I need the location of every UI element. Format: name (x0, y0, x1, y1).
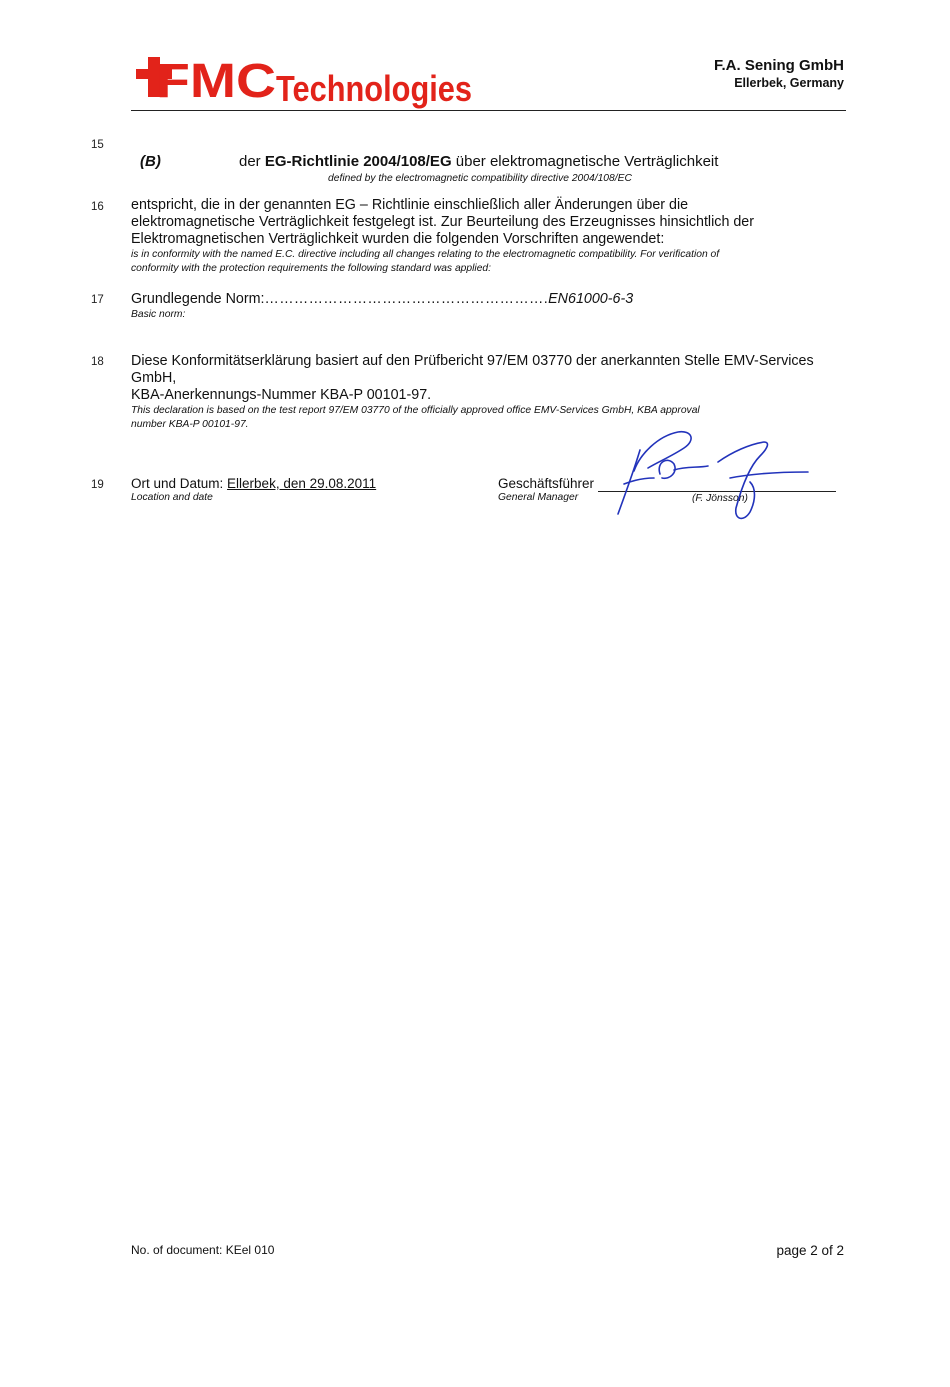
section-b-title (239, 153, 718, 170)
para18-en-line-1: This declaration is based on the test report 97/EM 03770 of the officially approved office EMV-Services GmbH, KBA approval (131, 405, 700, 416)
handwritten-signature (600, 426, 815, 532)
title-prefix: der (239, 153, 265, 170)
paragraph-16 (131, 197, 843, 276)
para16-de-line-3: Elektromagnetischen Verträglichkeit wurden die folgenden Vorschriften angewendet: (131, 231, 665, 247)
logo-fmc-text: FMC (156, 55, 276, 108)
basic-norm-value: EN61000-6-3 (548, 291, 634, 307)
logo-technologies-text: Technologies (276, 68, 472, 109)
para16-en-line-2: conformity with the protection requirements the following standard was applied: (131, 263, 492, 274)
basic-norm-en: Basic norm: (131, 309, 186, 320)
header-divider (131, 110, 846, 111)
place-date-line (131, 476, 376, 491)
paragraph-number-15: 15 (91, 139, 104, 151)
paragraph-17 (131, 291, 843, 322)
para18-de-line-1: Diese Konformitätserklärung basiert auf den Prüfbericht 97/EM 03770 der anerkannten Stelle EMV-Services GmbH, (131, 353, 814, 386)
place-date-en: Location and date (131, 492, 213, 503)
basic-norm-label: Grundlegende Norm: (131, 291, 265, 307)
manager-name: (F. Jönsson) (692, 493, 748, 504)
para16-en-line-1: is in conformity with the named E.C. directive including all changes relating to the electromagnetic compatibility. For verification of (131, 249, 720, 260)
company-name: F.A. Sening GmbH (713, 57, 844, 74)
para18-en-line-2: number KBA-P 00101-97. (131, 419, 249, 430)
basic-norm-line (131, 291, 843, 308)
place-date-block (131, 476, 376, 505)
place-date-value: Ellerbek, den 29.08.2011 (227, 476, 377, 491)
manager-label: Geschäftsführer (498, 476, 595, 491)
title-directive: EG-Richtlinie 2004/108/EG (264, 153, 452, 170)
para18-de-line-2: KBA-Anerkennungs-Nummer KBA-P 00101-97. (131, 387, 432, 403)
manager-en: General Manager (498, 492, 579, 503)
section-b-subtitle-en: defined by the electromagnetic compatibility directive 2004/108/EC (328, 173, 632, 184)
para16-de-line-2: elektromagnetische Verträglichkeit festgelegt ist. Zur Beurteilung des Erzeugnisses hinsichtlich der (131, 214, 755, 230)
paragraph-18 (131, 353, 843, 432)
basic-norm-dots: …………………………………………………. (264, 291, 549, 307)
section-b-label: (B) (140, 153, 161, 170)
manager-block (498, 476, 594, 505)
place-date-label: Ort und Datum: (131, 476, 228, 491)
paragraph-number-16: 16 (91, 201, 104, 213)
page-number: page 2 of 2 (776, 1243, 844, 1258)
paragraph-number-18: 18 (91, 356, 104, 368)
company-location: Ellerbek, Germany (734, 76, 844, 90)
company-block (714, 57, 844, 91)
fmc-technologies-logo (134, 55, 479, 111)
title-suffix: über elektromagnetische Verträglichkeit (451, 153, 719, 170)
paragraph-number-17: 17 (91, 294, 104, 306)
document-number: No. of document: KEel 010 (131, 1243, 275, 1257)
paragraph-number-19: 19 (91, 479, 104, 491)
para16-de-line-1: entspricht, die in der genannten EG – Richtlinie einschließlich aller Änderungen über die (131, 197, 689, 213)
